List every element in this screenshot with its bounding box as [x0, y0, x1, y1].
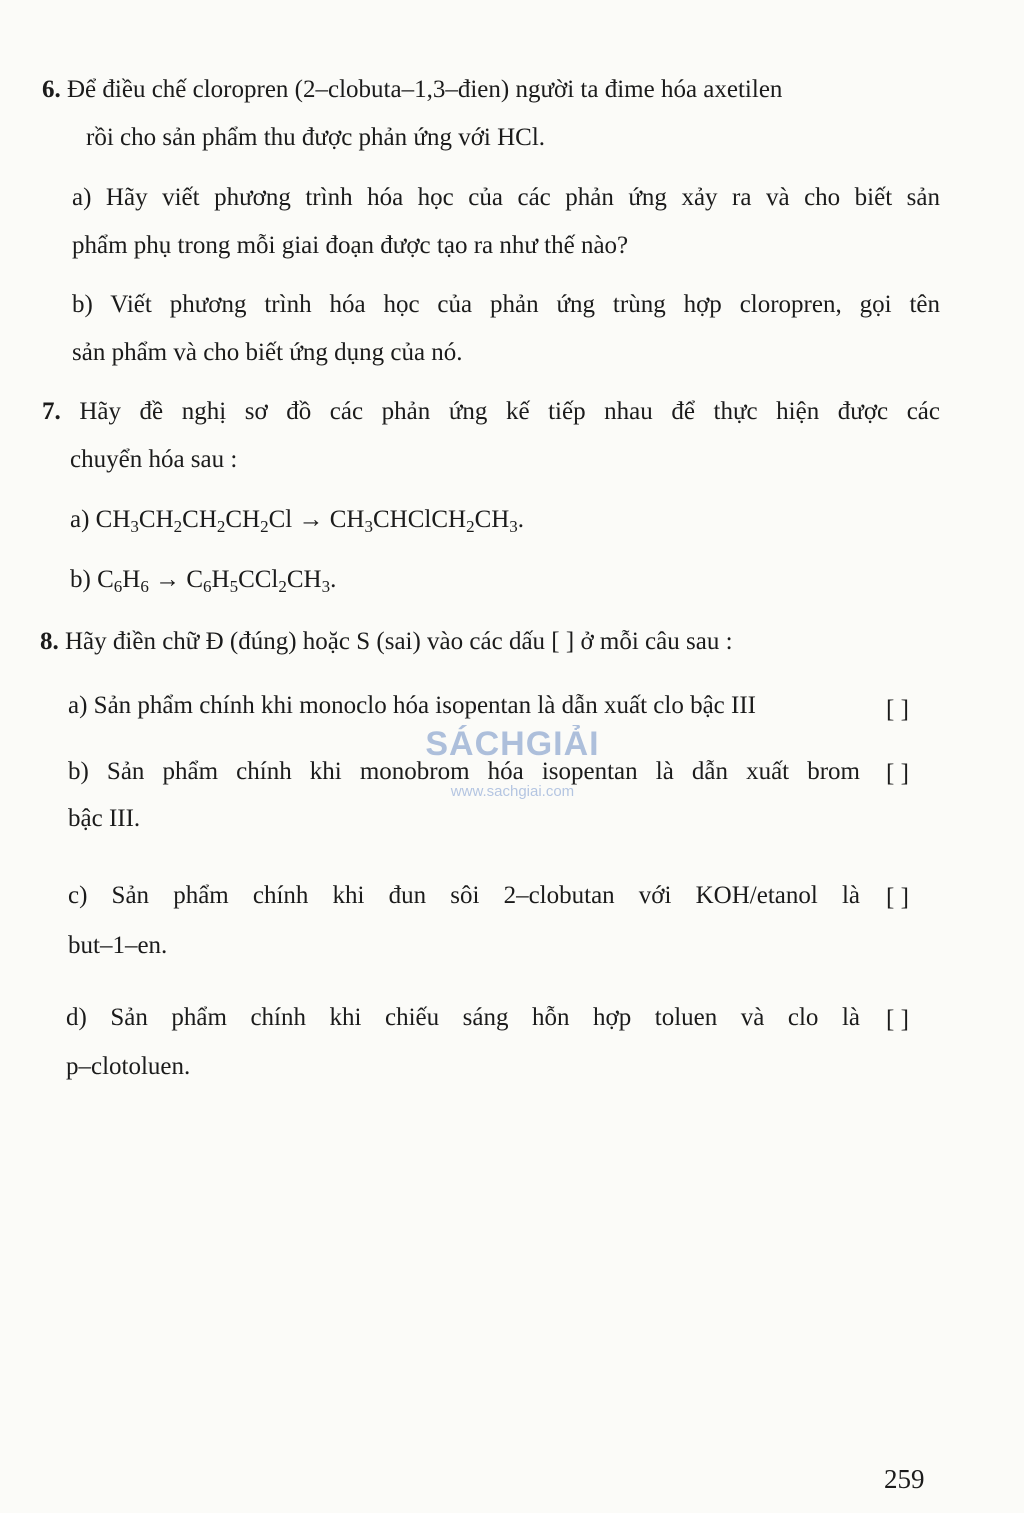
q7-a-formula	[70, 504, 524, 536]
q7-a-reactant: $CH_3CH_2CH_2CH_2Cl$	[95, 506, 293, 536]
q8-c-line1: c) Sản phẩm chính khi đun sôi 2–clobutan với KOH/etanol là	[68, 882, 860, 909]
arrow-icon: →	[155, 566, 181, 593]
q6-line2: rồi cho sản phẩm thu được phản ứng với HCl.	[86, 124, 546, 151]
q8-a-answer-box[interactable]: [ ]	[886, 696, 909, 723]
q7-text-line1: Hãy đề nghị sơ đồ các phản ứng kế tiếp nhau để thực hiện được các	[79, 398, 940, 425]
q6-a-line2: phẩm phụ trong mỗi giai đoạn được tạo ra như thế nào?	[72, 232, 629, 259]
watermark-url: www.sachgiai.com	[450, 783, 575, 800]
q8-d-line2: p–clotoluen.	[66, 1053, 191, 1080]
q7-b-reactant: $C_6H_6$	[97, 566, 149, 596]
q7-line1	[42, 396, 940, 428]
q7-b-label: b)	[70, 566, 91, 593]
q7-a-product: $CH_3CHClCH_2CH_3$.	[329, 506, 525, 536]
q7-number: 7.	[42, 398, 61, 425]
q6-number: 6.	[42, 76, 61, 103]
page-number: 259	[884, 1464, 925, 1494]
q6-b-line1: b) Viết phương trình hóa học của phản ứng trùng hợp cloropren, gọi tên	[72, 291, 940, 318]
q6-a-line1: a) Hãy viết phương trình hóa học của các phản ứng xảy ra và cho biết sản	[72, 184, 940, 211]
q8-number: 8.	[40, 628, 59, 655]
q8-line1	[40, 626, 733, 658]
watermark	[405, 722, 620, 804]
q8-text-line1: Hãy điền chữ Đ (đúng) hoặc S (sai) vào các dấu [ ] ở mỗi câu sau :	[65, 628, 733, 655]
q7-b-product: $C_6H_5CCl_2CH_3$.	[186, 566, 337, 596]
q8-d-answer-box[interactable]: [ ]	[886, 1006, 909, 1033]
q8-c-answer-box[interactable]: [ ]	[886, 884, 909, 911]
q6-b-line2: sản phẩm và cho biết ứng dụng của nó.	[72, 339, 463, 366]
q7-b-formula	[70, 564, 336, 596]
q8-d-line1: d) Sản phẩm chính khi chiếu sáng hỗn hợp toluen và clo là	[66, 1004, 860, 1031]
q8-b-line2: bậc III.	[68, 805, 141, 832]
q8-b-answer-box[interactable]: [ ]	[886, 760, 909, 787]
arrow-icon: →	[298, 506, 324, 533]
q8-b-line1: b) Sản phẩm chính khi monobrom hóa isopentan là dẫn xuất brom	[68, 758, 860, 785]
q6-line1	[42, 74, 940, 106]
q7-a-label: a)	[70, 506, 90, 533]
q6-text-line1: Để điều chế cloropren (2–clobuta–1,3–đien) người ta đime hóa axetilen	[67, 76, 783, 103]
q7-line2: chuyển hóa sau :	[70, 446, 238, 473]
watermark-logo: SÁCHGIẢI	[425, 725, 600, 763]
q8-c-line2: but–1–en.	[68, 932, 168, 959]
q8-a: a) Sản phẩm chính khi monoclo hóa isopentan là dẫn xuất clo bậc III	[68, 692, 756, 719]
